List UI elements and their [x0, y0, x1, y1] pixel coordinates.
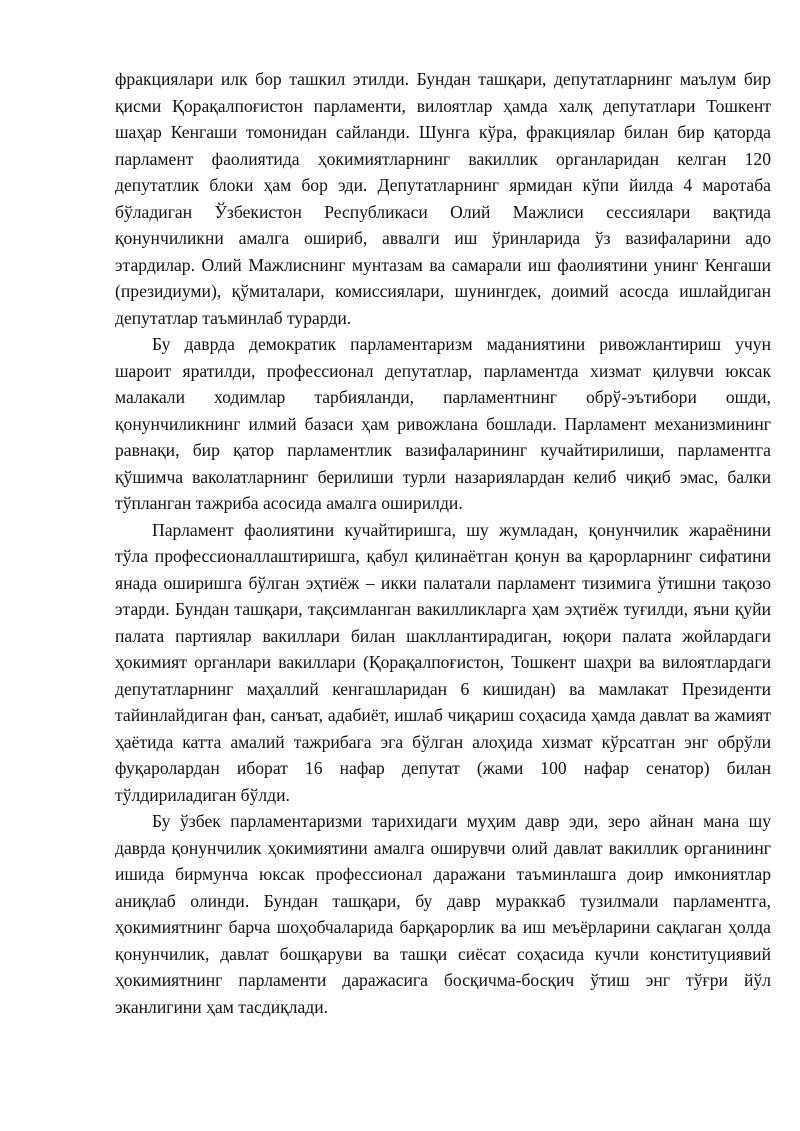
paragraph-4: Бу ўзбек парламентаризми тарихидаги муҳим давр эди, зеро айнан мана шу даврда қонунчилик ҳокимиятини амалга оширувчи олий давлат вакиллик органининг ишида бирмунча юксак профессионал даражани таъминлашга доир имкониятлар аниқлаб олинди. Бундан ташқари, бу давр мураккаб тузилмали парламентга, ҳокимиятнинг барча шоҳобчаларида барқарорлик ва иш меъёрларини сақлаган ҳолда қонунчилик, давлат бошқаруви ва ташқи сиёсат соҳасида кучли конституциявий ҳокимиятнинг парламенти даражасига босқичма-босқич ўтиш энг тўғри йўл эканлигини ҳам тасдиқлади.: [115, 811, 771, 1017]
paragraph-1: фракциялари илк бор ташкил этилди. Бундан ташқари, депутатларнинг маълум бир қисми Қорақалпоғистон парламенти, вилоятлар ҳамда халқ депутатлари Тошкент шаҳар Кенгаши томонидан сайланди. Шунга кўра, фракциялар билан бир қаторда парламент фаолиятида ҳокимиятларнинг вакиллик органларидан келган 120 депутатлик блоки ҳам бор эди. Депутатларнинг ярмидан кўпи йилда 4 маротаба бўладиган Ўзбекистон Республикаси Олий Мажлиси сессиялари вақтида қонунчиликни амалга ошириб, аввалги иш ўринларида ўз вазифаларини адо этардилар. Олий Мажлиснинг мунтазам ва самарали иш фаолиятини унинг Кенгаши (президиуми), қўмиталари, комиссиялари, шунингдек, доимий асосда ишлайдиган депутатлар таъминлаб турарди.: [115, 69, 771, 328]
paragraph-2: Бу даврда демократик парламентаризм маданиятини ривожлантириш учун шароит яратилди, профессионал депутатлар, парламентда хизмат қилувчи юксак малакали ходимлар тарбияланди, парламентнинг обрў-эътибори ошди, қонунчиликнинг илмий базаси ҳам ривожлана бошлади. Парламент механизмининг равнақи, бир қатор парламентлик вазифаларининг кучайтирилиши, парламентга қўшимча ваколатларнинг берилиши турли назариялардан келиб чиқиб эмас, балки тўпланган тажриба асосида амалга оширилди.: [115, 334, 771, 513]
document-page: [115, 66, 771, 1020]
paragraph-3: Парламент фаолиятини кучайтиришга, шу жумладан, қонунчилик жараёнини тўла профессионаллаштиришга, қабул қилинаётган қонун ва қарорларнинг сифатини янада оширишга бўлган эҳтиёж – икки палатали парламент тизимига ўтишни тақозо этарди. Бундан ташқари, тақсимланган вакилликларга ҳам эҳтиёж туғилди, яъни қуйи палата партиялар вакиллари билан шакллантирадиган, юқори палата жойлардаги ҳокимият органлари вакиллари (Қорақалпоғистон, Тошкент шаҳри ва вилоятлардаги депутатларнинг маҳаллий кенгашларидан 6 кишидан) ва мамлакат Президенти тайинлайдиган фан, санъат, адабиёт, ишлаб чиқариш соҳасида ҳамда давлат ва жамият ҳаётида катта амалий тажрибага эга бўлган алоҳида хизмат кўрсатган энг обрўли фуқаролардан иборат 16 нафар депутат (жами 100 нафар сенатор) билан тўлдириладиган бўлди.: [115, 519, 771, 805]
